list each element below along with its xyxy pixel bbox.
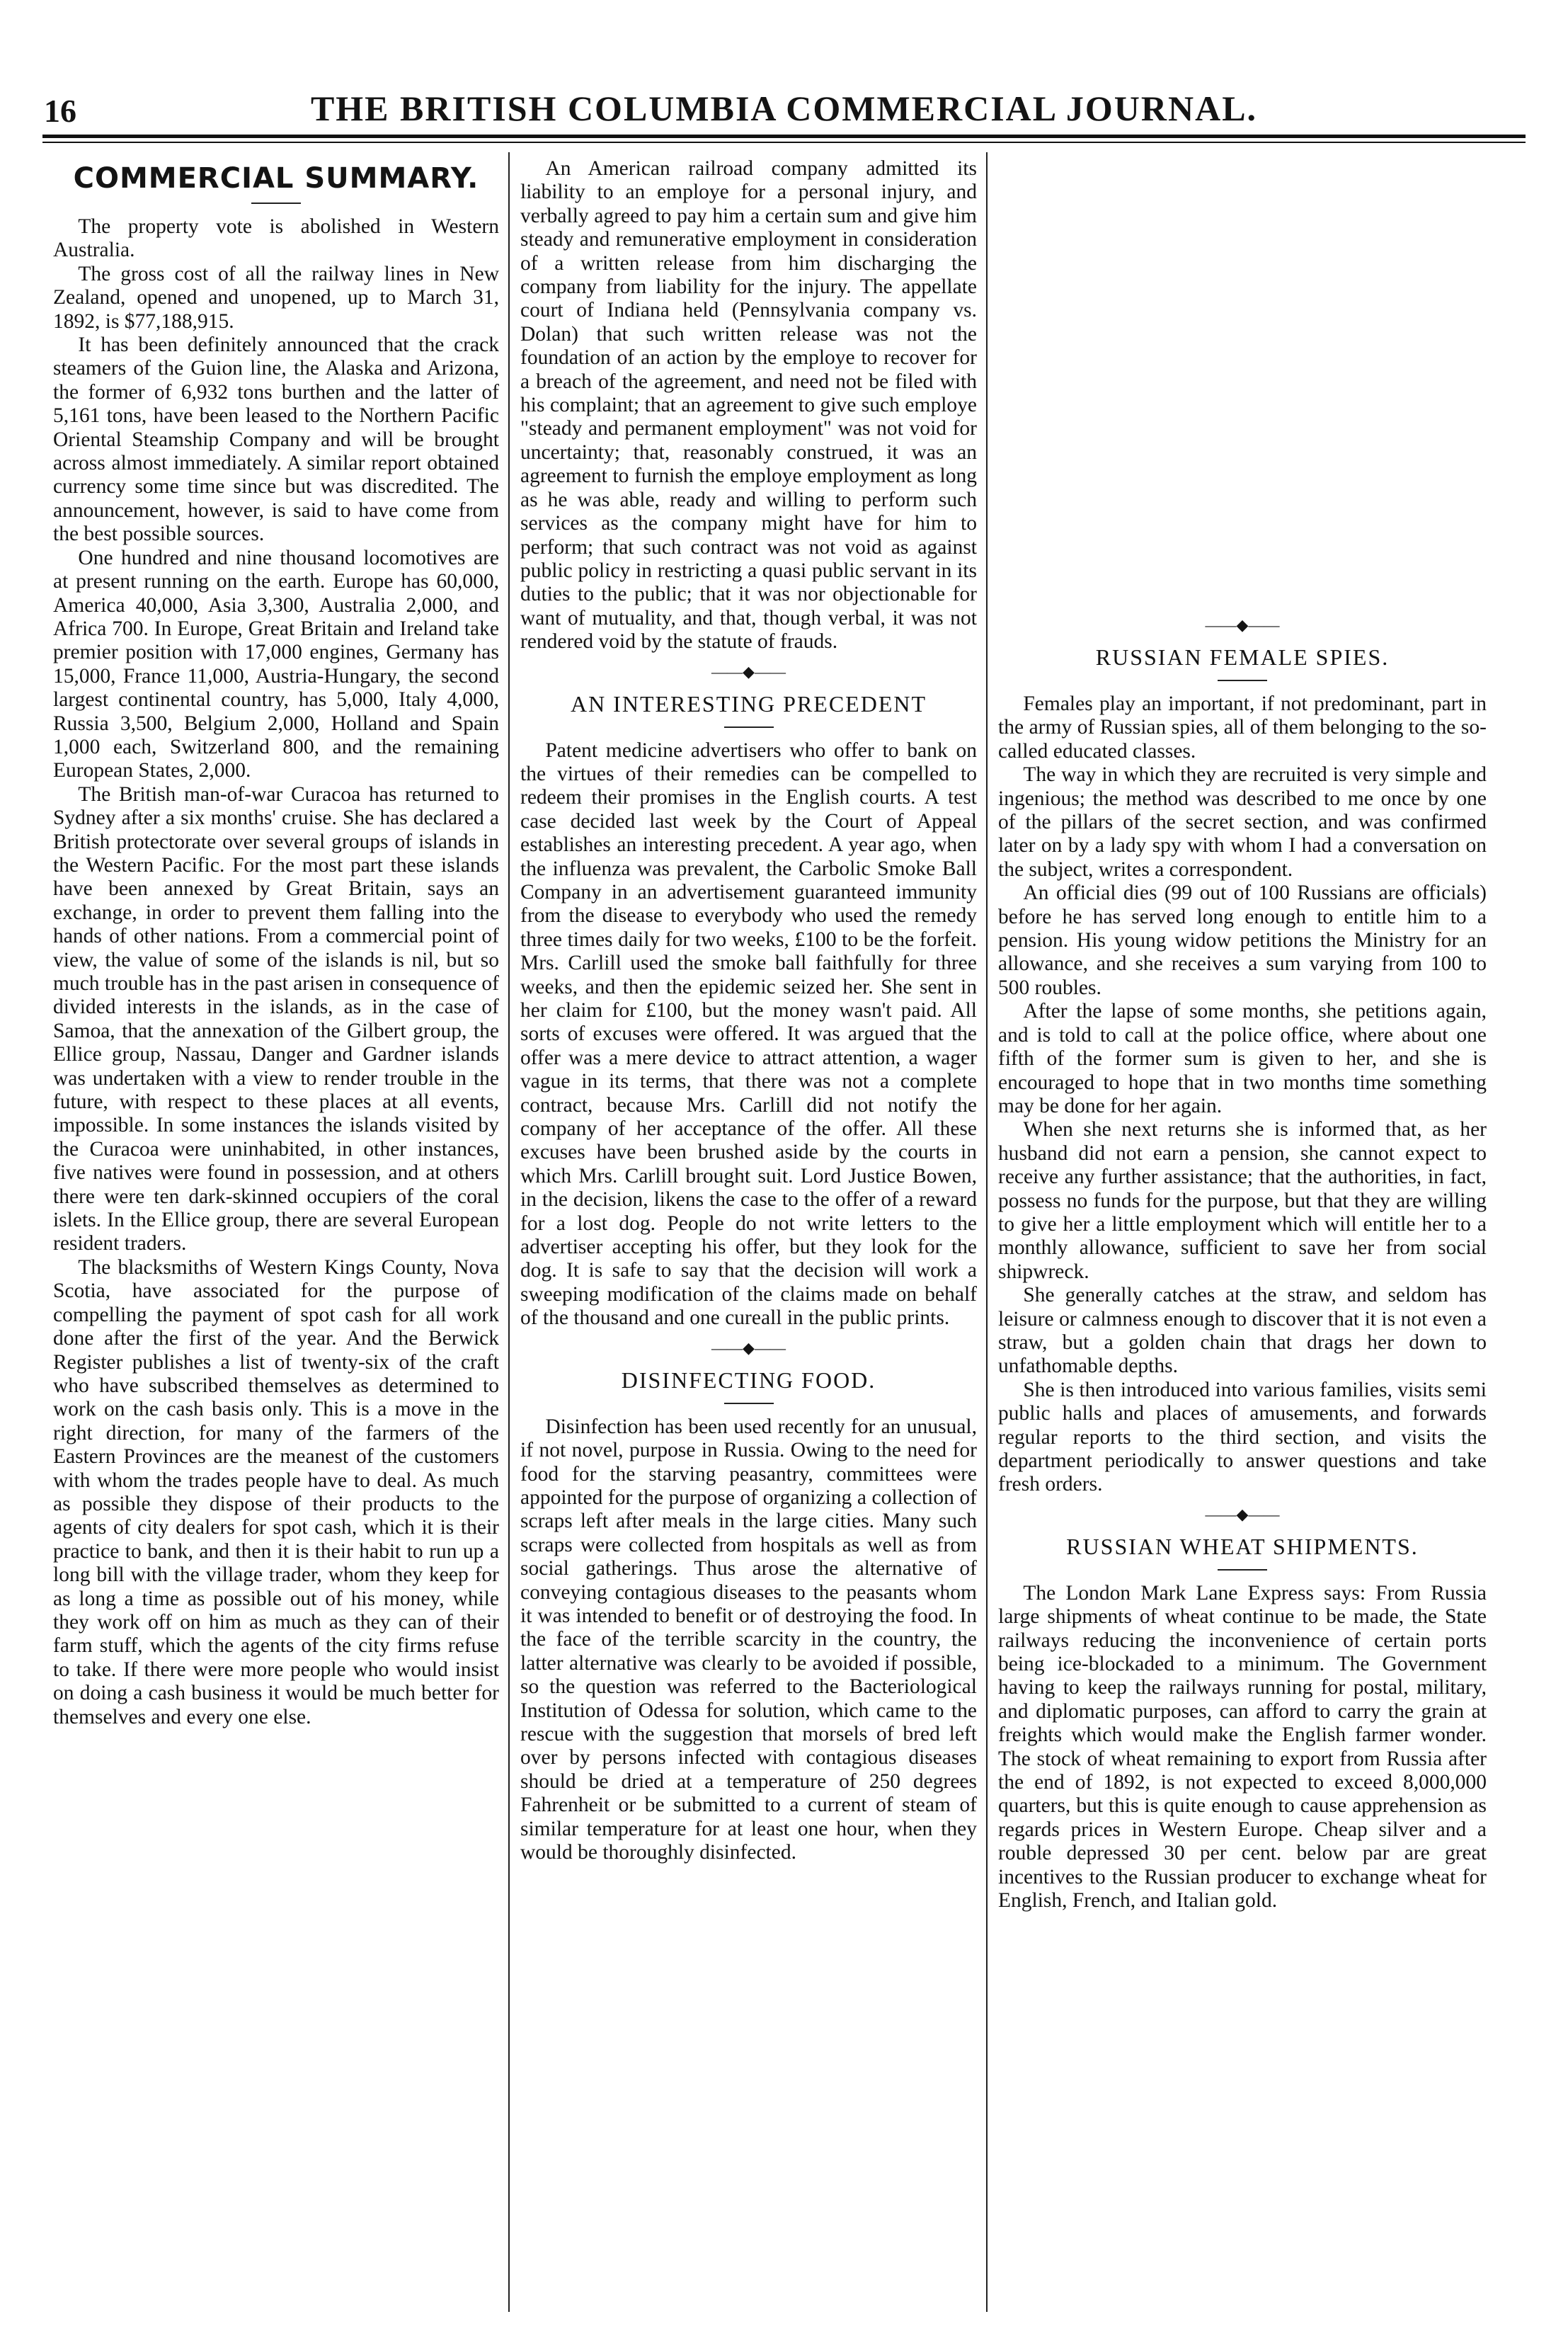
heading-rule — [1218, 680, 1267, 681]
column-divider — [986, 152, 988, 2312]
continued-text-space — [998, 157, 1487, 608]
article-paragraph: Patent medicine advertisers who offer to bank on the virtues of their remedies can be compelled to redeem their promises in the English courts. A test case decided last week by the Court of Appeal establishes an interesting precedent. A year ago, when the influenza was prevalent, the Carbolic Smoke Ball Company in an advertisement guaranteed immunity from the disease to everybody who used the remedy three times daily for two weeks, £100 to be the forfeit. Mrs. Carlill used the smoke ball faithfully for three weeks, and then the epidemic seized her. She sent in her claim for £100, but the money wasn't paid. All sorts of excuses were offered. It was argued that the offer was a mere device to attract attention, a wager vague in its terms, that there was not a complete contract, because Mrs. Carlill did not notify the company of her acceptance of the offer. All these excuses have been brushed aside by the courts in which Mrs. Carlill brought suit. Lord Justice Bowen, in the decision, likens the case to the offer of a reward for a lost dog. People do not write letters to the advertiser accepting his offer, but they look for the dog. It is safe to say that the decision will work a sweeping modification of the claims made on behalf of the thousand and one cureall in the public prints. — [520, 739, 977, 1330]
section-ornament: ——◆—— — [1205, 1505, 1280, 1523]
article-paragraph: The London Mark Lane Express says: From Russia large shipments of wheat continue to be made, the State railways reducing the inconvenience of certain ports being ice-blockaded to a minimum. The Government having to keep the railways running for postal, military, and diplomatic purposes, can afford to carry the grain at freights which would make the English farmer wonder. The stock of wheat remaining to export from Russia after the end of 1892, is not expected to exceed 8,000,000 quarters, but this is quite enough to cause apprehension as regards prices in Western Europe. Cheap silver and a rouble depressed 30 per cent. below par are great incentives to the Russian producer to exchange wheat for English, French, and Italian gold. — [998, 1581, 1487, 1913]
section-heading-disinfecting: DISINFECTING FOOD. — [621, 1367, 876, 1393]
section-ornament: ——◆—— — [711, 1338, 786, 1357]
section-heading-spies: RUSSIAN FEMALE SPIES. — [1095, 644, 1390, 670]
heading-rule — [1218, 1569, 1267, 1571]
section-heading-commercial-summary: COMMERCIAL SUMMARY. — [73, 162, 479, 195]
section-heading-wheat: RUSSIAN WHEAT SHIPMENTS. — [1066, 1533, 1419, 1559]
header-rule-thin — [42, 142, 1526, 143]
article-paragraph: The blacksmiths of Western Kings County, Nova Scotia, have associated for the purpose of compelling the payment of spot cash for all work done after the first of the year. And the Berwick Register publishes a list of twenty-six of the craft who have subscribed themselves as determined to work on the cash basis only. This is a move in the right direction, for many of the farmers of the Eastern Provinces are the meanest of the customers with whom the trades people have to deal. As much as possible they dispose of their products to the agents of city dealers for spot cash, which it is their practice to bank, and then it is their habit to run up a long bill with the village trader, whom they keep for as long a time as possible out of his money, while they work off on him as much as they can of their farm stuff, which the agents of the city firms refuse to take. If there were more people who would insist on doing a cash business it would be much better for themselves and every one else. — [53, 1255, 499, 1728]
column-2 — [520, 157, 977, 1864]
heading-rule — [724, 726, 774, 728]
section-ornament: ——◆—— — [711, 662, 786, 680]
page-number: 16 — [44, 93, 76, 129]
column-3 — [998, 157, 1487, 1913]
article-paragraph: She is then introduced into various families, visits semi public halls and places of amusements, and forwards regular reports to the third section, and visits the department periodically to answer questions and take fresh orders. — [998, 1378, 1487, 1496]
header-rule — [42, 135, 1526, 138]
article-paragraph: When she next returns she is informed that, as her husband did not earn a pension, she cannot expect to receive any further assistance; that the authorities, in fact, possess no funds for the purpose, but that they are willing to give her a little employment which will entitle her to a monthly allowance, sufficient to save her from social shipwreck. — [998, 1118, 1487, 1283]
column-1 — [53, 157, 499, 1729]
article-paragraph: The property vote is abolished in Western Australia. — [53, 215, 499, 262]
section-heading-precedent: AN INTERESTING PRECEDENT — [570, 690, 927, 717]
article-paragraph: An American railroad company admitted its liability to an employe for a personal injury, and verbally agreed to pay him a certain sum and give him steady and remunerative employment in consideration of a written release from him discharging the company from liability for the injury. The appellate court of Indiana held (Pennsylvania company vs. Dolan) that such written release was not the foundation of an action by the employe to recover for a breach of the agreement, and need not be filed with his complaint; that an agreement to give such employe "steady and permanent employment" was not void for uncertainty; that, reasonably construed, it was an agreement to furnish the employe employment as long as he was able, ready and willing to perform such services as the company might have for him to perform; that such contract was not void as against public policy in restricting a quasi public servant in its duties to the public; that it was nor objectionable for want of mutuality, and that, though verbal, it was not rendered void by the statute of frauds. — [520, 157, 977, 654]
article-paragraph: Females play an important, if not predominant, part in the army of Russian spies, all of them belonging to the so-called educated classes. — [998, 693, 1487, 763]
heading-rule — [724, 1403, 774, 1404]
article-paragraph: After the lapse of some months, she petitions again, and is told to call at the police office, where about one fifth of the former sum is given to her, and she is encouraged to hope that in two months time something may be done for her again. — [998, 1000, 1487, 1117]
article-paragraph: It has been definitely announced that the crack steamers of the Guion line, the Alaska and Arizona, the former of 6,932 tons burthen and the latter of 5,161 tons, have been leased to the Northern Pacific Oriental Steamship Company and will be brought across almost immediately. A similar report obtained currency some time since but was discredited. The announcement, however, is said to have come from the best possible sources. — [53, 334, 499, 546]
column-divider — [508, 152, 510, 2312]
section-ornament: ——◆—— — [1205, 616, 1280, 634]
article-paragraph: Disinfection has been used recently for an unusual, if not novel, purpose in Russia. Owing to the need for food for the starving peasantry, committees were appointed for the purpose of organizing a collection of scraps left after meals in the large cities. Many such scraps were collected from hospitals as well as from social gatherings. Thus arose the alternative of conveying contagious diseases to the peasants whom it was intended to benefit or of destroying the food. In the face of the terrible scarcity in the country, the latter alternative was clearly to be avoided if possible, so the question was referred to the Bacteriological Institution of Odessa for solution, which came to the rescue with the suggestion that morsels of bred left over by persons infected with contagious diseases should be dried at a temperature of 250 degrees Fahrenheit or be submitted to a current of steam of similar temperature for at least one hour, when they would be thoroughly disinfected. — [520, 1415, 977, 1864]
article-paragraph: The British man-of-war Curacoa has returned to Sydney after a six months' cruise. She has declared a British protectorate over several groups of islands in the Western Pacific. For the most part these islands have been annexed by Great Britain, says an exchange, in order to prevent them falling into the hands of other nations. From a commercial point of view, the value of some of the islands is nil, but so much trouble has in the past arisen in consequence of divided interests in the islands, as in the case of Samoa, that the annexation of the Gilbert group, the Ellice group, Nassau, Danger and Gardner islands was undertaken with a view to render trouble in the future, with respect to these places at all events, impossible. In some instances the islands visited by the Curacoa were uninhabited, in other instances, five natives were found in possession, and at others there were ten dark-skinned occupiers of the coral islets. In the Ellice group, there are several European resident traders. — [53, 782, 499, 1255]
article-paragraph: The way in which they are recruited is very simple and ingenious; the method was described to me once by one of the pillars of the secret section, and was confirmed later on by a lady spy with whom I had a conversation on the subject, writes a correspondent. — [998, 763, 1487, 881]
running-title: THE BRITISH COLUMBIA COMMERCIAL JOURNAL. — [310, 89, 1258, 128]
article-paragraph: The gross cost of all the railway lines in New Zealand, opened and unopened, up to March 31, 1892, is $77,188,915. — [53, 262, 499, 333]
heading-rule — [251, 203, 301, 204]
article-paragraph: One hundred and nine thousand locomotives are at present running on the earth. Europe has 60,000, America 40,000, Asia 3,300, Australia 2,000, and Africa 700. In Europe, Great Britain and Ireland take premier position with 17,000 engines, Germany has 15,000, France 11,000, Austria-Hungary, the second largest continental country, has 5,000, Italy 4,000, Russia 3,500, Belgium 2,000, Holland and Spain 1,000 each, Switzerland 800, and the remaining European States, 2,000. — [53, 546, 499, 782]
article-paragraph: An official dies (99 out of 100 Russians are officials) before he has served long enough to entitle him to a pension. His young widow petitions the Ministry for an allowance, and she receives a sum varying from 100 to 500 roubles. — [998, 882, 1487, 999]
article-paragraph: She generally catches at the straw, and seldom has leisure or calmness enough to discover that it is not even a straw, but a golden chain that drags her down to unfathomable depths. — [998, 1284, 1487, 1378]
